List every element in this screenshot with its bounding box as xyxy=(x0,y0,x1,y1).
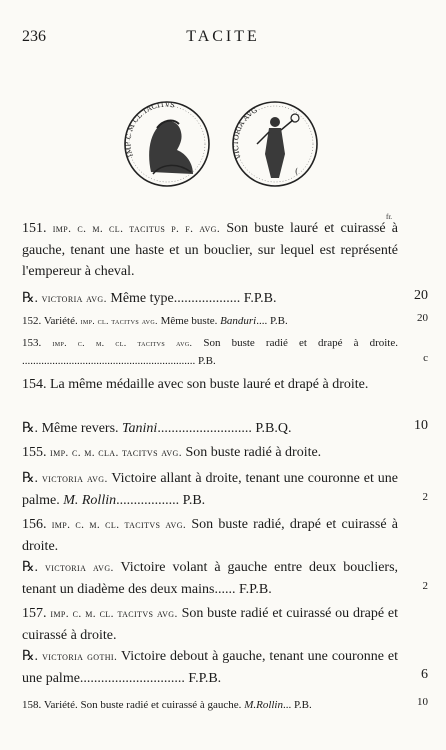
source-name: M.Rollin xyxy=(244,699,283,711)
dot-leader: ........................... xyxy=(157,421,252,436)
variety-label: Variété. xyxy=(43,699,78,711)
coin-reverse xyxy=(232,102,317,186)
entry-155 xyxy=(22,442,398,464)
entry-155-reverse xyxy=(22,468,398,511)
obverse-legend: IMP C M CL TACITVS xyxy=(124,100,176,159)
dot-leader: .... xyxy=(256,315,268,327)
dot-leader: ................... xyxy=(173,291,241,306)
dot-leader: ...... xyxy=(214,582,236,597)
dot-leader: ... xyxy=(283,699,292,711)
entry-description: Son buste lauré et cuirassé à gauche, tenant une haste et un bouclier, sur lequel est représenté l'empereur à cheval. xyxy=(22,221,399,279)
reverse-symbol: ℞. xyxy=(22,560,39,575)
rarity: P.B. xyxy=(294,699,312,711)
entry-number: 155. xyxy=(22,445,47,460)
reverse-legend-text: victoria gothi. xyxy=(42,651,118,663)
entry-157-reverse xyxy=(22,646,398,689)
rarity: F.P.B. xyxy=(238,582,272,597)
variety-label: Variété. xyxy=(43,315,78,327)
reverse-symbol: ℞. xyxy=(22,471,39,486)
value: 2 xyxy=(422,491,428,503)
entry-153 xyxy=(22,334,398,370)
reverse-legend: VICTORIA AVG xyxy=(231,106,259,161)
entry-157 xyxy=(22,603,398,646)
entry-description: Victoire volant à gauche entre deux boucliers, tenant un diadème des deux mains xyxy=(22,560,399,597)
entry-number: 156. xyxy=(22,517,47,532)
page-number: 236 xyxy=(22,28,46,45)
obverse-legend-text: imp. c. m. cla. tacitvs avg. xyxy=(50,447,182,459)
entry-description: La même médaille avec son buste lauré et drapé à droite. xyxy=(50,377,369,392)
entry-description: Même revers. xyxy=(41,421,119,436)
entry-152 xyxy=(22,312,398,330)
entry-description: Son buste radié et cuirassé ou drapé et cuirassé à droite. xyxy=(22,606,399,643)
obverse-legend-text: imp. c. m. cl. tacitvs avg. xyxy=(52,338,193,348)
value: c xyxy=(423,352,428,364)
rarity: P.B.Q. xyxy=(255,421,292,436)
entry-description: Même buste. xyxy=(160,315,218,327)
entry-number: 154. xyxy=(22,377,47,392)
entry-151 xyxy=(22,218,398,282)
value: 10 xyxy=(414,418,428,433)
reverse-legend-text: victoria avg. xyxy=(41,293,107,305)
entry-number: 153. xyxy=(22,337,42,349)
entry-description: Son buste radié à droite. xyxy=(185,445,322,460)
obverse-legend-text: imp. c. m. cl. tacitvs avg. xyxy=(50,608,178,620)
entry-156 xyxy=(22,514,398,557)
rarity: P.B. xyxy=(182,493,206,508)
value: 20 xyxy=(414,288,428,303)
source-name: Banduri xyxy=(220,315,257,327)
source-name: M. Rollin xyxy=(63,493,117,508)
dot-leader: ............................................................... xyxy=(22,355,196,367)
dot-leader: .................. xyxy=(116,493,180,508)
reverse-symbol: ℞. xyxy=(22,421,39,436)
entry-number: 158. xyxy=(22,699,42,711)
entry-description: Son buste radié, drapé et cuirassé à droite. xyxy=(22,517,399,554)
entry-151-reverse xyxy=(22,288,398,310)
entry-154-reverse xyxy=(22,418,398,439)
entry-number: 157. xyxy=(22,606,47,621)
rarity: F.P.B. xyxy=(243,291,277,306)
entry-description: Victoire allant à droite, tenant une couronne et une palme. xyxy=(22,471,399,508)
entry-description: Même type xyxy=(110,291,174,306)
reverse-legend-text: victoria avg. xyxy=(41,473,108,485)
reverse-symbol: ℞. xyxy=(22,649,39,664)
coin-obverse xyxy=(124,101,209,186)
entry-description: Son buste radié et drapé à droite. xyxy=(203,337,398,349)
value: 20 xyxy=(417,312,428,324)
obverse-legend-text: imp. c. m. cl. tacitus p. f. avg. xyxy=(52,223,221,235)
rarity: P.B. xyxy=(269,315,288,327)
entry-number: 152. xyxy=(22,315,42,327)
value: 10 xyxy=(417,696,428,708)
entry-description: Victoire debout à gauche, tenant une couronne et une palme xyxy=(22,649,399,686)
rarity: P.B. xyxy=(198,355,216,367)
value: 6 xyxy=(421,667,428,682)
entry-156-reverse xyxy=(22,557,398,600)
rarity: F.P.B. xyxy=(188,671,222,686)
obverse-legend-text: imp. c. m. cl. tacitvs avg. xyxy=(51,519,187,531)
obverse-legend-text: imp. cl. tacitvs avg. xyxy=(80,316,158,326)
reverse-symbol: ℞. xyxy=(22,291,39,306)
reverse-mark: ( xyxy=(295,167,299,176)
source-name: Tanini xyxy=(122,421,158,436)
entry-description: Son buste radié et cuirassé à gauche. xyxy=(80,699,242,711)
running-title: TACITE xyxy=(186,28,260,45)
entry-158 xyxy=(22,696,398,714)
entry-154 xyxy=(22,374,398,395)
column-label: fr. xyxy=(386,213,393,221)
reverse-legend-text: victoria avg. xyxy=(45,562,114,574)
value: 2 xyxy=(422,580,428,592)
entry-number: 151. xyxy=(22,221,47,236)
dot-leader: .............................. xyxy=(79,671,185,686)
coin-illustration xyxy=(117,94,327,194)
